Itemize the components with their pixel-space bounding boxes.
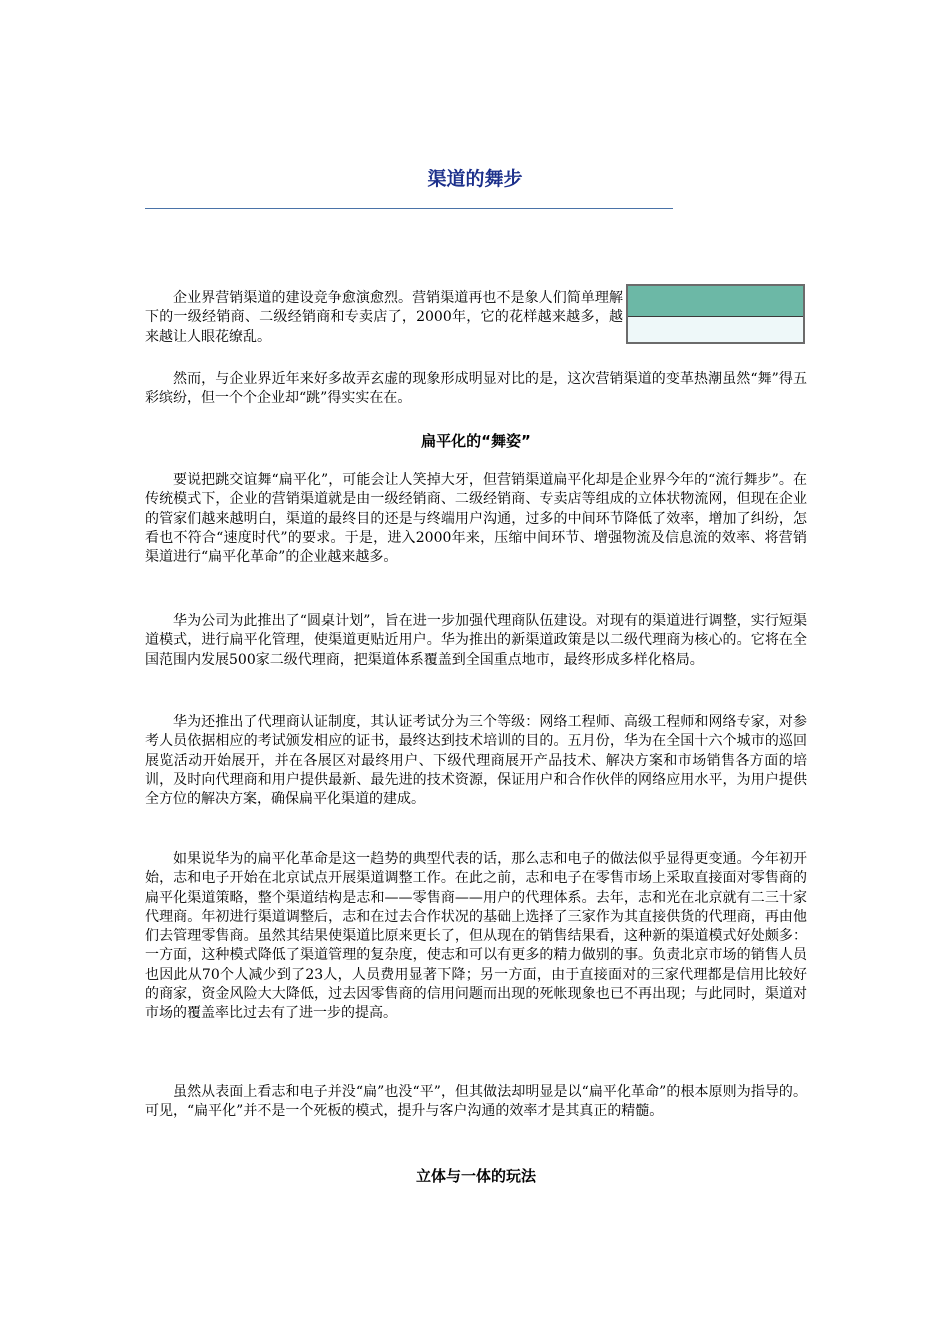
- section1-paragraph-5: 虽然从表面上看志和电子并没“扁”也没“平”，但其做法却明显是以“扁平化革命”的根本原则为指导的。可见，“扁平化”并不是一个死板的模式，提升与客户沟通的效率才是其真正的精髓。: [145, 1084, 807, 1120]
- section1-paragraph-4: 如果说华为的扁平化革命是这一趋势的典型代表的话，那么志和电子的做法似乎显得更变通。今年初开始，志和电子开始在北京试点开展渠道调整工作。在此之前，志和电子在零售市场上采取直接面对零售商的扁平化渠道策略，整个渠道结构是志和——零售商——用户的代理体系。去年，志和光在北京就有二三十家代理商。年初进行渠道调整后，志和在过去合作状况的基础上选择了三家作为其直接供货的代理商，再由他们去管理零售商。虽然其结果使渠道比原来更长了，但从现在的销售结果看，这种新的渠道模式好处颇多：一方面，这种模式降低了渠道管理的复杂度，使志和可以有更多的精力做别的事。负责北京市场的销售人员也因此从70个人减少到了23人，人员费用显著下降；另一方面，由于直接面对的三家代理都是信用比较好的商家，资金风险大大降低，过去因零售商的信用问题而出现的死帐现象也已不再出现；与此同时，渠道对市场的覆盖率比过去有了进一步的提高。: [145, 851, 807, 1022]
- title-divider: [145, 208, 673, 209]
- section1-paragraph-3: 华为还推出了代理商认证制度，其认证考试分为三个等级：网络工程师、高级工程师和网络专家，对参考人员依据相应的考试颁发相应的证书，最终达到技术培训的目的。五月份，华为在全国十六个城市的巡回展览活动开始展开，并在各展区对最终用户、下级代理商展开产品技术、解决方案和市场销售各方面的培训，及时向代理商和用户提供最新、最先进的技术资源，保证用户和合作伙伴的网络应用水平，为用户提供全方位的解决方案，确保扁平化渠道的建成。: [145, 714, 807, 808]
- sidebar-graphic-band: [628, 286, 803, 317]
- sidebar-graphic-box: [626, 284, 805, 344]
- section1-paragraph-2: 华为公司为此推出了“圆桌计划”，旨在进一步加强代理商队伍建设。对现有的渠道进行调整，实行短渠道模式，进行扁平化管理，使渠道更贴近用户。华为推出的新渠道政策是以二级代理商为核心的。它将在全国范围内发展500家二级代理商，把渠道体系覆盖到全国重点地市，最终形成多样化格局。: [145, 613, 807, 668]
- section1-paragraph-1: 要说把跳交谊舞“扁平化”，可能会让人笑掉大牙，但营销渠道扁平化却是企业界今年的“流行舞步”。在传统模式下，企业的营销渠道就是由一级经销商、二级经销商、专卖店等组成的立体状物流网，但现在企业的管家们越来越明白，渠道的最终目的还是与终端用户沟通，过多的中间环节降低了效率，增加了纠纷，怎看也不符合“速度时代”的要求。于是，进入2000年来，压缩中间环节、增强物流及信息流的效率、将营销渠道进行“扁平化革命”的企业越来越多。: [145, 472, 807, 566]
- intro-paragraph-1: 企业界营销渠道的建设竞争愈演愈烈。营销渠道再也不是象人们简单理解下的一级经销商、二级经销商和专卖店了，2000年，它的花样越来越多，越来越让人眼花缭乱。: [145, 290, 623, 345]
- intro-paragraph-2: 然而，与企业界近年来好多故弄玄虚的现象形成明显对比的是，这次营销渠道的变革热潮虽然“舞”得五彩缤纷，但一个个企业却“跳”得实实在在。: [145, 371, 807, 407]
- section-heading-flattening: 扁平化的“舞姿”: [421, 432, 531, 450]
- section-heading-stereo: 立体与一体的玩法: [415, 1167, 536, 1185]
- page-title: 渠道的舞步: [427, 168, 523, 190]
